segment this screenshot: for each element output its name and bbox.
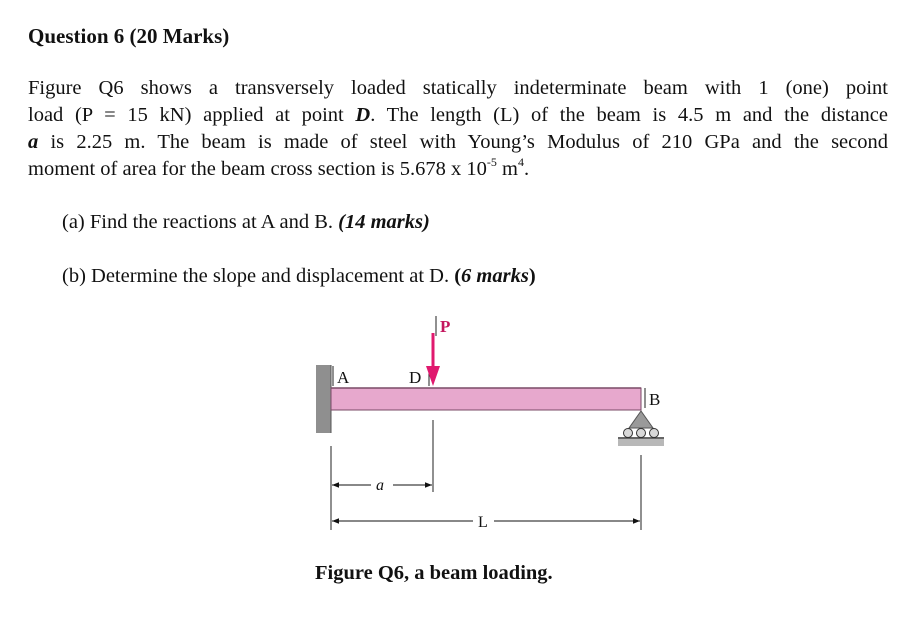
beam (331, 388, 641, 410)
statement-line-1: Figure Q6 shows a transversely loaded statically indeterminate beam with 1 (one) point (28, 77, 888, 99)
part-b-text: (b) Determine the slope and displacement at D. (62, 265, 455, 287)
dimension-l-label: L (478, 514, 488, 531)
part-b-paren: ) (528, 265, 536, 287)
roller-wheel (637, 429, 646, 438)
dimension-a-label: a (376, 477, 384, 494)
exponent: 4 (517, 155, 524, 169)
label-b: B (649, 390, 661, 409)
load-arrow-head (426, 366, 440, 386)
label-p: P (440, 317, 451, 336)
ground (618, 439, 664, 446)
question-heading: Question 6 (20 Marks) (28, 24, 230, 48)
label-a: A (337, 368, 350, 387)
fixed-wall (316, 365, 331, 433)
statement-text: moment of area for the beam cross section is 5.678 x 10 (28, 158, 487, 180)
statement-text: . (523, 158, 530, 180)
roller-support (629, 411, 653, 428)
figure-caption: Figure Q6, a beam loading. (315, 562, 553, 584)
exponent: -5 (486, 155, 497, 169)
statement-text: is 2.25 m. The beam is made of steel with Young’s Modulus of 210 GPa and the second (38, 131, 888, 153)
statement-text: . The length (L) of the beam is 4.5 m and the distance (370, 104, 888, 126)
label-d: D (409, 368, 422, 387)
point-d-label: D (355, 104, 371, 126)
part-a-marks: (14 marks) (338, 211, 430, 233)
distance-a-label: a (28, 131, 39, 153)
roller-wheel (624, 429, 633, 438)
part-b-marks: 6 marks (461, 265, 529, 287)
statement-text: m (496, 158, 518, 180)
statement-text: load (P = 15 kN) applied at point (28, 104, 356, 126)
part-a-text: (a) Find the reactions at A and B. (62, 211, 339, 233)
roller-wheel (650, 429, 659, 438)
part-b-paren: ( (454, 265, 462, 287)
